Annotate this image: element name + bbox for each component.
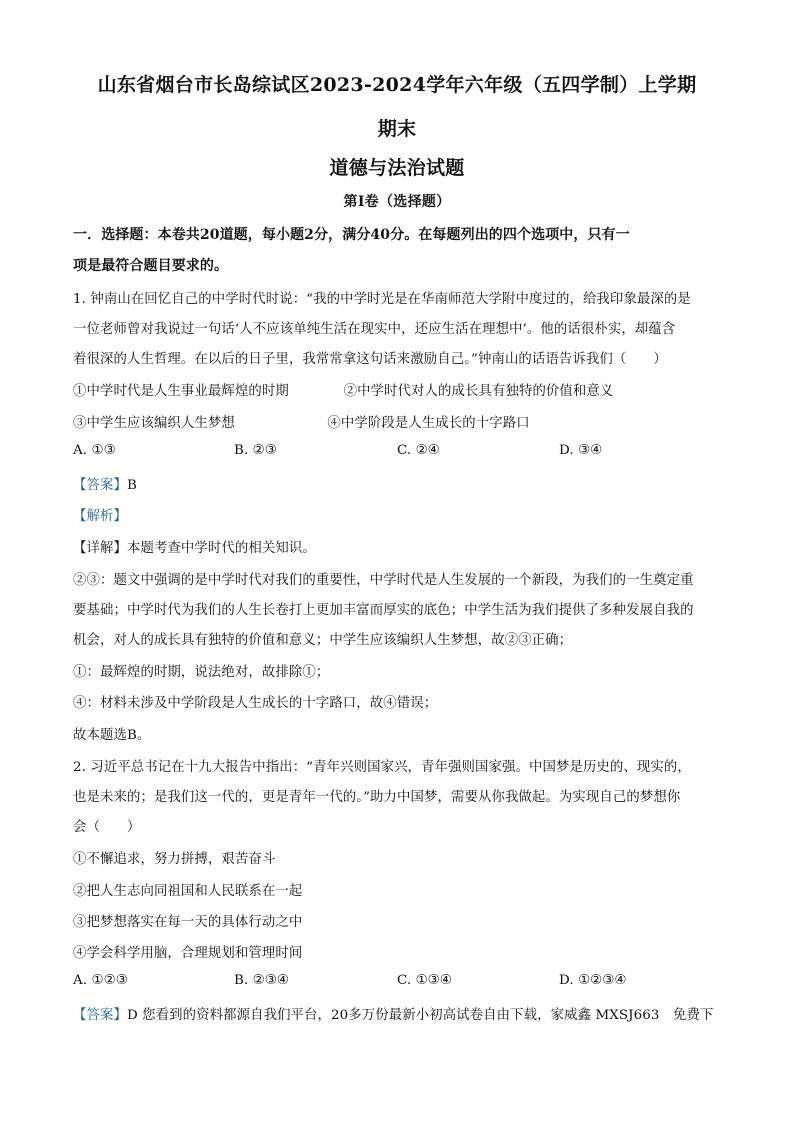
analysis-tag: 【解析】 xyxy=(73,509,127,524)
q1-option-d: D. ③④ xyxy=(559,443,603,458)
q1-statement-4: ④中学阶段是人生成长的十字路口 xyxy=(327,416,530,431)
q1-explanation-line: ②③：题文中强调的是中学时代对我们的重要性，中学时代是人生发展的一个新段，为我们的一生奠定重 xyxy=(73,573,694,588)
q1-statement-row xyxy=(73,380,613,399)
q2-stem-line: 也是未来的；是我们这一代的，更是青年一代的。”助力中国梦，需要从你我做起。为实现自己的梦想你 xyxy=(73,790,681,805)
q2-statement: ③把梦想落实在每一天的具体行动之中 xyxy=(73,915,303,930)
q1-statement-3: ③中学生应该编织人生梦想 xyxy=(73,416,235,431)
q2-option-c: C. ①③④ xyxy=(397,973,452,988)
q1-option-a: A. ①③ xyxy=(73,443,116,458)
q1-explanation-line: 故本题选B。 xyxy=(73,728,151,743)
q1-option-b: B. ②③ xyxy=(234,443,277,458)
answer-tag: 【答案】 xyxy=(73,1008,127,1023)
q1-statement-2: ②中学时代对人的成长具有独特的价值和意义 xyxy=(343,384,614,399)
answer-tag: 【答案】 xyxy=(73,478,127,493)
q1-explanation-line: 要基础；中学时代为我们的人生长卷打上更加丰富而厚实的底色；中学生活为我们提供了多种发展自我的 xyxy=(73,603,694,618)
q1-detail xyxy=(73,537,316,556)
q1-stem-line: 着很深的人生哲理。在以后的日子里，我常常拿这句话来激励自己。”钟南山的话语告诉我们（ ） xyxy=(73,352,667,367)
q2-option-b: B. ②③④ xyxy=(234,973,289,988)
q2-statement: ④学会科学用脑，合理规划和管理时间 xyxy=(73,946,303,961)
q2-option-a: A. ①②③ xyxy=(73,973,128,988)
q2-statement: ①不懈追求，努力拼搏，艰苦奋斗 xyxy=(73,852,276,867)
detail-tag: 【详解】 xyxy=(73,541,127,556)
q1-detail-text: 本题考查中学时代的相关知识。 xyxy=(126,541,316,556)
exam-title-line2: 期末 xyxy=(377,118,417,140)
q1-statement-1: ①中学时代是人生事业最辉煌的时期 xyxy=(73,384,289,399)
q1-explanation-line: 机会，对人的成长具有独特的价值和意义；中学生应该编织人生梦想，故②③正确； xyxy=(73,633,573,648)
q2-stem-line: 会（ ） xyxy=(73,820,141,835)
q1-option-c: C. ②④ xyxy=(397,443,440,458)
instructions-line1: 一．选择题：本卷共20道题，每小题2分，满分40分。在每题列出的四个选项中，只有一 xyxy=(73,227,630,243)
section-title: 第Ⅰ卷（选择题） xyxy=(343,194,451,210)
instructions-line2: 项是最符合题目要求的。 xyxy=(73,258,229,274)
q1-statement-row xyxy=(73,412,530,431)
q1-stem-line: 1. 钟南山在回忆自己的中学时代时说：“我的中学时光是在华南师范大学附中度过的，给我印象最深的是 xyxy=(73,292,691,307)
q1-answer-value: B xyxy=(126,478,137,493)
exam-subject-title: 道德与法治试题 xyxy=(329,157,465,179)
q1-stem-line: 一位老师曾对我说过一句话‘人不应该单纯生活在现实中，还应生活在理想中’。他的话很朴实，却蕴含 xyxy=(73,322,676,337)
q1-explanation-line: ①：最辉煌的时期，说法绝对，故排除①； xyxy=(73,665,330,680)
q2-stem-line: 2. 习近平总书记在十九大报告中指出：“青年兴则国家兴，青年强则国家强。中国梦是历史的、现实的， xyxy=(73,760,691,775)
q1-answer xyxy=(73,474,137,493)
q2-options xyxy=(73,973,627,988)
q1-analysis xyxy=(73,505,127,524)
q2-option-d: D. ①②③④ xyxy=(559,973,627,988)
exam-title-line1: 山东省烟台市长岛综试区2023-2024学年六年级（五四学制）上学期 xyxy=(97,74,697,96)
q1-options xyxy=(73,443,602,458)
q1-explanation-line: ④：材料未涉及中学阶段是人生成长的十字路口，故④错误； xyxy=(73,696,438,711)
q2-statement: ②把人生志向同祖国和人民联系在一起 xyxy=(73,884,303,899)
q2-answer-text: D 您看到的资料都源自我们平台，20多万份最新小初高试卷自由下载，家威鑫 MXSJ663 免费下 xyxy=(126,1008,714,1023)
q2-answer xyxy=(73,1004,713,1023)
